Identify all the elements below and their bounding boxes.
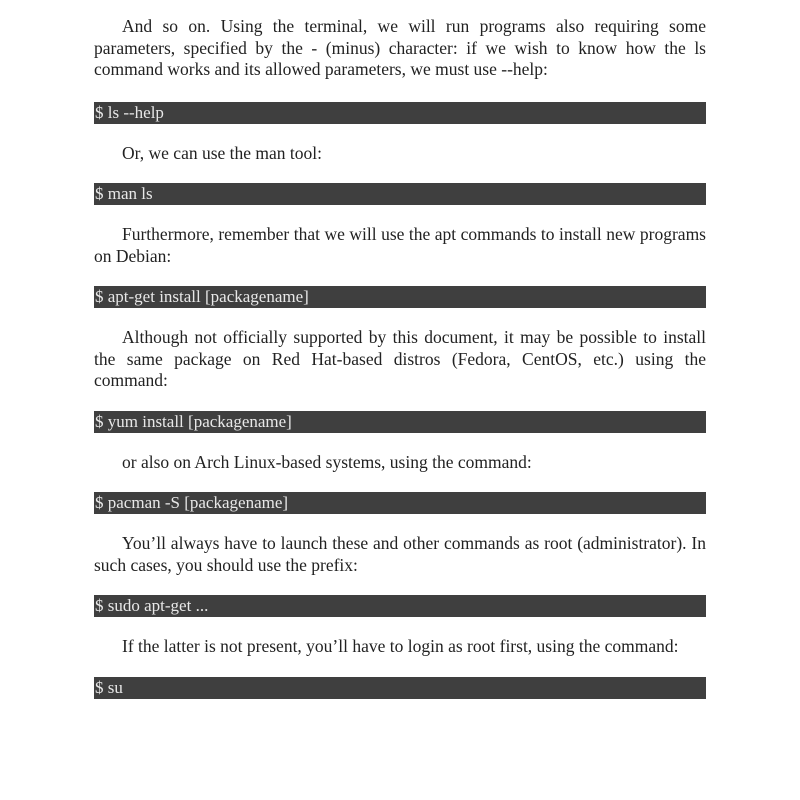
paragraph-yum-intro: Although not officially supported by this document, it may be possible to install the same package on Red Hat-based distros (Fedora, CentOS, etc.) using the command: [94,327,706,390]
code-man-ls: $ man ls [94,183,706,205]
paragraph-apt-intro: Furthermore, remember that we will use the apt commands to install new programs on Debian: [94,224,706,266]
document-page [94,16,706,699]
code-sudo-apt-get: $ sudo apt-get ... [94,595,706,617]
paragraph-man-intro: Or, we can use the man tool: [122,142,323,163]
paragraph-root-intro: You’ll always have to launch these and other commands as root (administrator). In such cases, you should use the prefix: [94,533,706,575]
code-su: $ su [94,677,706,699]
paragraph-su-intro: If the latter is not present, you’ll have to login as root first, using the command: [122,636,679,656]
code-ls-help: $ ls --help [94,102,706,124]
paragraph-pacman-intro: or also on Arch Linux-based systems, using the command: [122,451,532,472]
code-apt-get-install: $ apt-get install [packagename] [94,286,706,308]
paragraph-help-intro: And so on. Using the terminal, we will run programs also requiring some parameters, specified by the - (minus) character: if we wish to know how the ls command works and its allowed parameters, we must use --help: [94,16,706,79]
code-pacman-install: $ pacman -S [packagename] [94,492,706,514]
code-yum-install: $ yum install [packagename] [94,411,706,433]
